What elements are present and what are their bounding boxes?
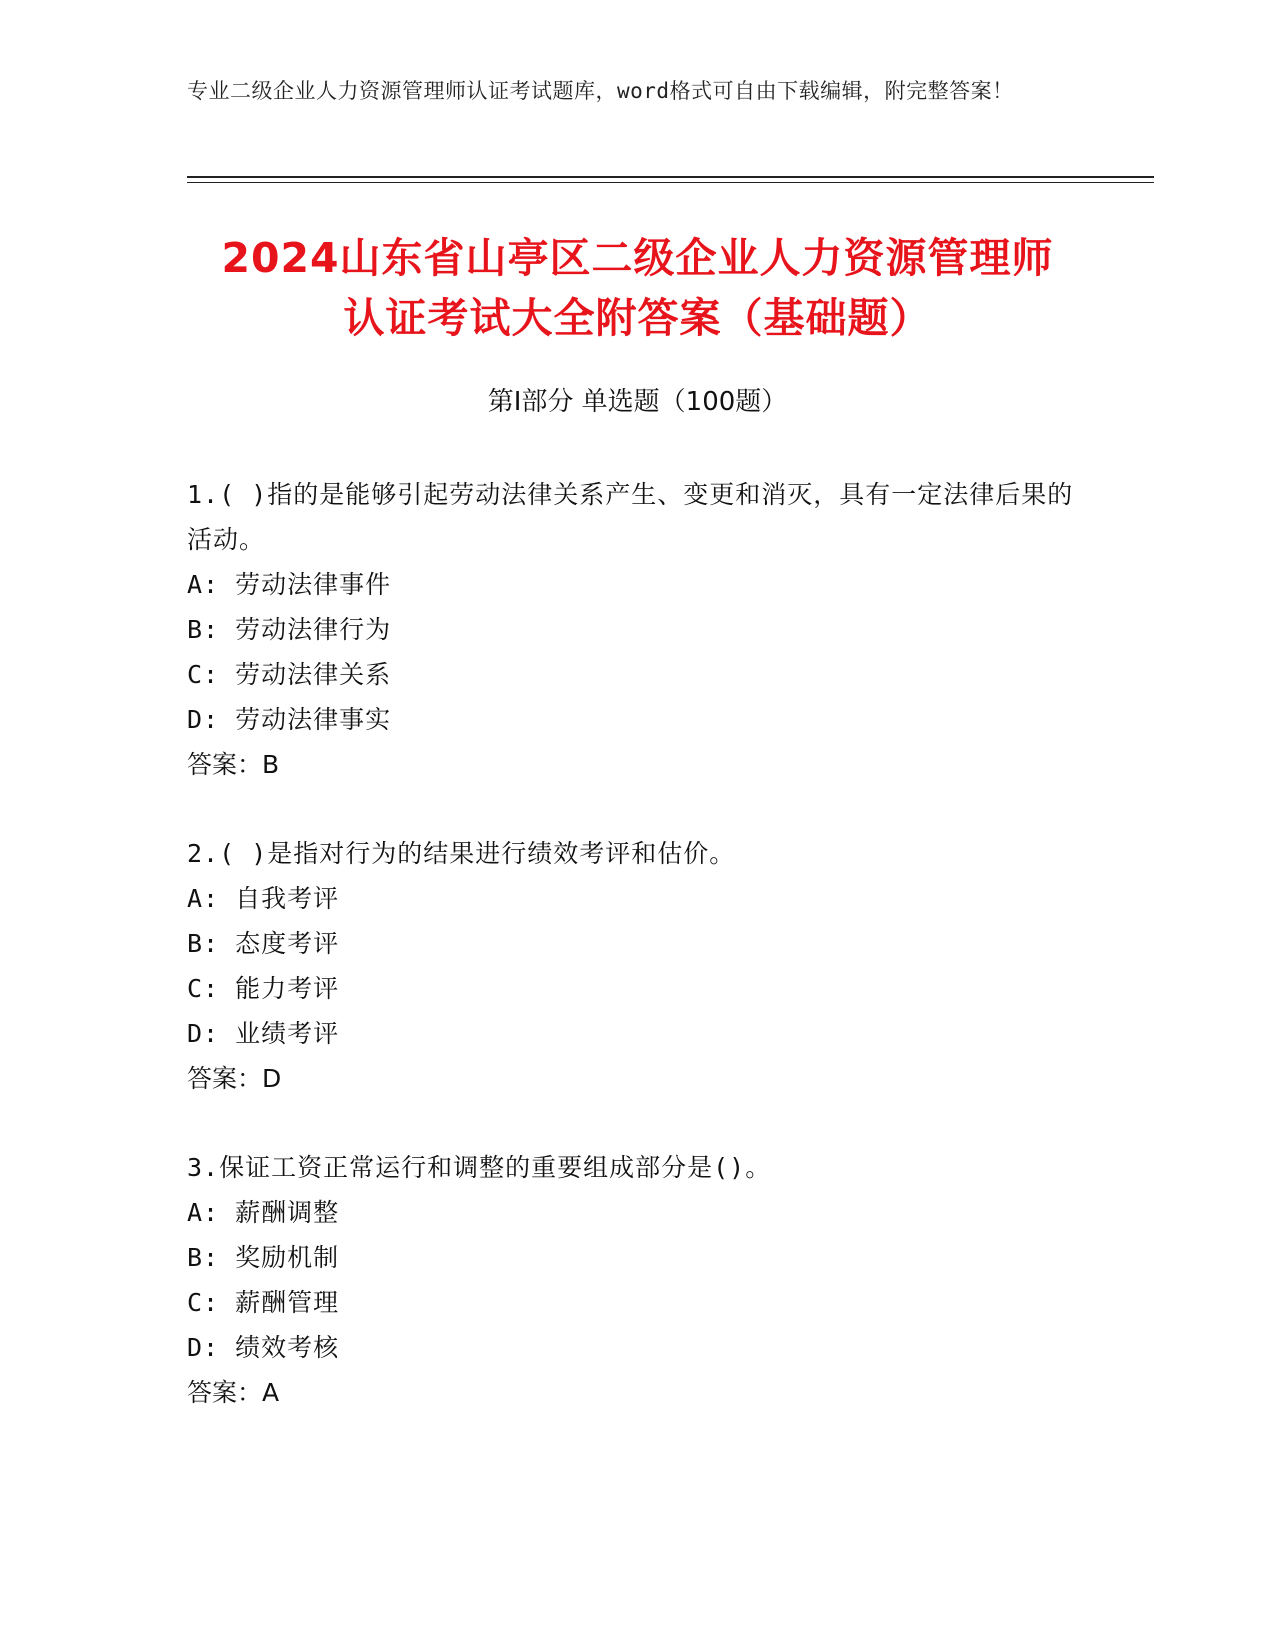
question-1 <box>187 472 1087 787</box>
question-stem: 2.( )是指对行为的结果进行绩效考评和估价。 <box>187 839 736 868</box>
header-note: 专业二级企业人力资源管理师认证考试题库，word格式可自由下载编辑，附完整答案！ <box>187 79 1014 103</box>
option-b: B: 劳动法律行为 <box>187 615 392 644</box>
question-stem: 3.保证工资正常运行和调整的重要组成部分是()。 <box>187 1153 772 1182</box>
document-title <box>150 228 1125 348</box>
answer-line: 答案：A <box>187 1378 280 1407</box>
option-a: A: 自我考评 <box>187 884 340 913</box>
option-b: B: 奖励机制 <box>187 1243 340 1272</box>
header-rule-thin <box>187 182 1154 183</box>
title-line-2: 认证考试大全附答案（基础题） <box>343 294 932 342</box>
answer-line: 答案：D <box>187 1064 282 1093</box>
option-d: D: 劳动法律事实 <box>187 705 392 734</box>
option-c: C: 能力考评 <box>187 974 340 1003</box>
option-a: A: 薪酬调整 <box>187 1198 340 1227</box>
option-d: D: 业绩考评 <box>187 1019 340 1048</box>
question-3 <box>187 1145 1087 1415</box>
section-heading: 第Ⅰ部分 单选题（100题） <box>487 387 788 417</box>
option-c: C: 薪酬管理 <box>187 1288 340 1317</box>
option-c: C: 劳动法律关系 <box>187 660 392 689</box>
option-b: B: 态度考评 <box>187 929 340 958</box>
title-line-1: 2024山东省山亭区二级企业人力资源管理师 <box>221 234 1054 282</box>
answer-line: 答案：B <box>187 750 280 779</box>
question-list <box>187 472 1087 1459</box>
option-a: A: 劳动法律事件 <box>187 570 392 599</box>
question-2 <box>187 831 1087 1101</box>
header-rule-thick <box>187 176 1154 178</box>
option-d: D: 绩效考核 <box>187 1333 340 1362</box>
question-stem: 1.( )指的是能够引起劳动法律关系产生、变更和消灭，具有一定法律后果的活动。 <box>187 480 1074 554</box>
